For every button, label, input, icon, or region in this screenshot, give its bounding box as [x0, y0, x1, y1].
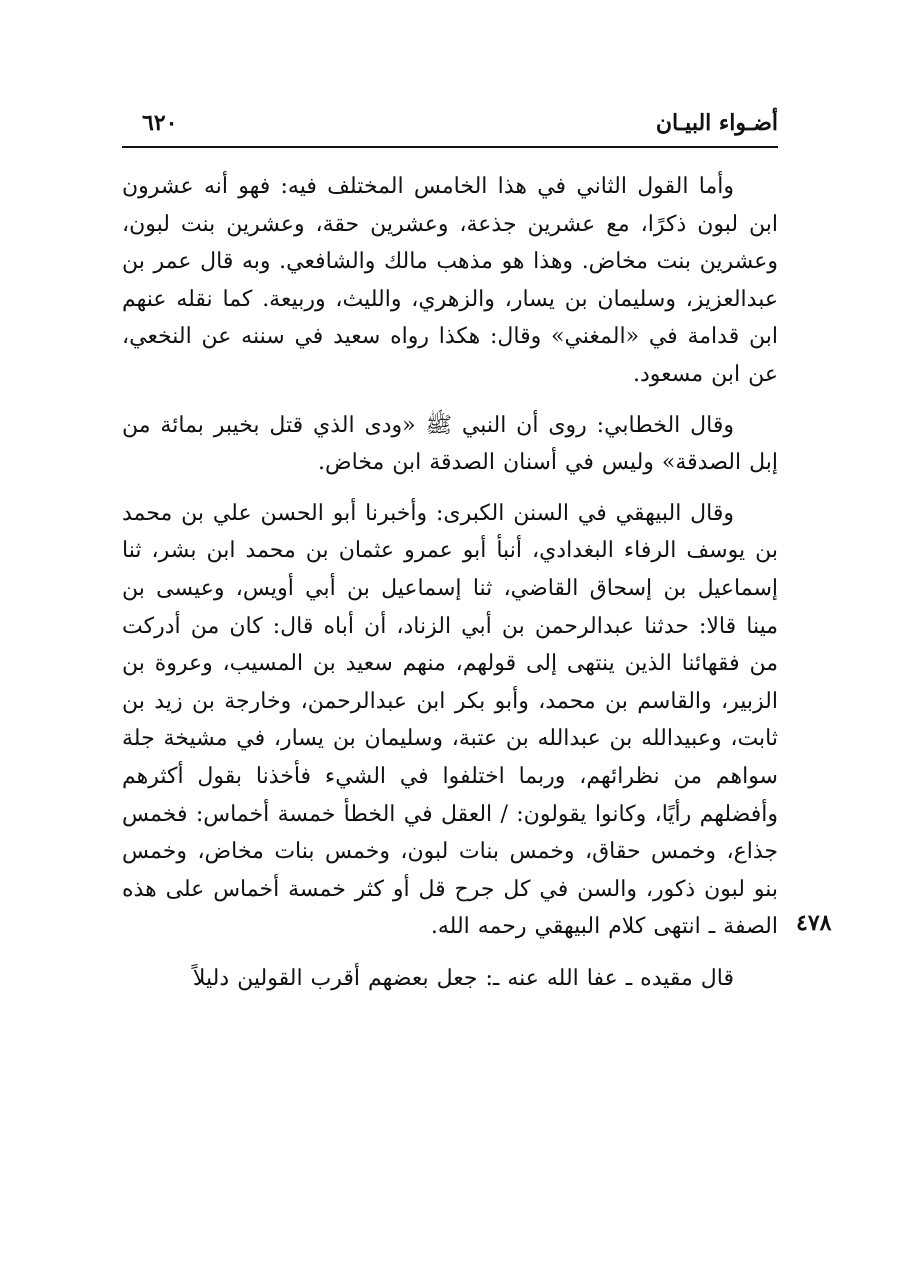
body-text	[122, 168, 778, 997]
page-number: ٦٢٠	[142, 110, 178, 136]
paragraph-2: وقال الخطابي: روى أن النبي ﷺ «ودى الذي قتل بخيبر بمائة من إبل الصدقة» وليس في أسنان الصدقة ابن مخاض.	[122, 412, 778, 476]
header-rule	[122, 146, 778, 148]
paragraph-1: وأما القول الثاني في هذا الخامس المختلف فيه: فهو أنه عشرون ابن لبون ذكرًا، مع عشرين جذعة، وعشرين حقة، وعشرين بنت لبون، وعشرين بنت مخاض. وهذا هو مذهب مالك والشافعي. وبه قال عمر بن عبدالعزيز، وسليمان بن يسار، والزهري، والليث، وربيعة. كما نقله عنهم ابن قدامة في «المغني» وقال: هكذا رواه سعيد في سننه عن النخعي، عن ابن مسعود.	[122, 174, 778, 387]
paragraph-3: وقال البيهقي في السنن الكبرى: وأخبرنا أبو الحسن علي بن محمد بن يوسف الرفاء البغدادي، أنبأ أبو عمرو عثمان بن محمد ابن بشر، ثنا إسماعيل بن إسحاق القاضي، ثنا إسماعيل بن أبي أويس، وعيسى بن مينا قالا: حدثنا عبدالرحمن بن أبي الزناد، أن أباه قال: كان من أدركت من فقهائنا الذين ينتهى إلى قولهم، منهم سعيد بن المسيب، وعروة بن الزبير، والقاسم بن محمد، وأبو بكر ابن عبدالرحمن، وخارجة بن زيد بن ثابت، وعبيدالله بن عبدالله بن عتبة، وسليمان بن يسار، في مشيخة جلة سواهم من نظرائهم، وربما اختلفوا في الشيء فأخذنا بقول أكثرهم وأفضلهم رأيًا، وكانوا يقولون: / العقل في الخطأ خمسة أخماس: فخمس جذاع، وخمس حقاق، وخمس بنات لبون، وخمس بنات مخاض، وخمس بنو لبون ذكور، والسن في كل جرح قل أو كثر خمسة أخماس على هذه الصفة ـ انتهى كلام البيهقي رحمه الله.	[122, 500, 778, 940]
running-title: أضـواء البيـان	[655, 110, 778, 136]
page-header	[122, 110, 778, 144]
margin-page-reference: ٤٧٨	[796, 910, 832, 936]
paragraph-4: قال مقيده ـ عفا الله عنه ـ: جعل بعضهم أقرب القولين دليلاً	[192, 965, 734, 991]
